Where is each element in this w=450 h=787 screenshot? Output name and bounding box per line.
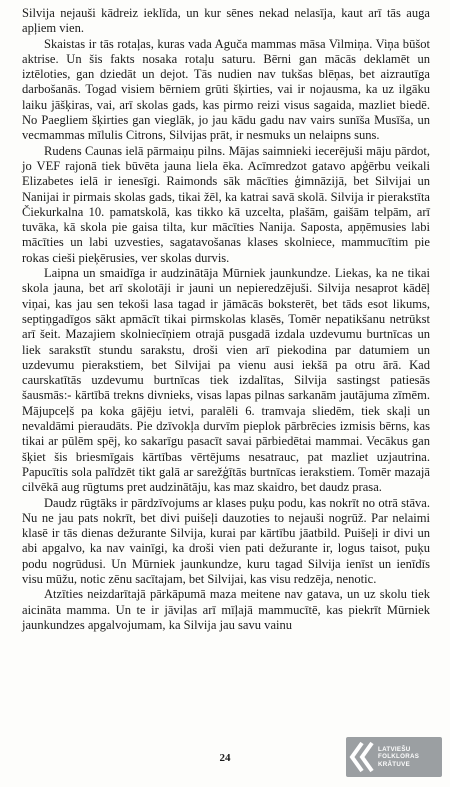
archive-logo-icon — [346, 737, 378, 777]
archive-logo-text — [378, 746, 419, 769]
logo-line-3: KRĀTUVE — [378, 760, 411, 768]
paragraph-4: Laipna un smaidīga ir audzinātāja Mūrniek jaunkundze. Liekas, ka ne tikai skola jauna, bet arī skolotāji ir jauni un nepieredzējuši. Silvija nesaprot kādēļ viņai, kas jau sen tekoši lasa tagad ir jāmācās boksterēt, bet tāds esot likums, septiņgadīgos sākt apmācīt tikai pirmskolas klasēs, Tomēr nepatikšanu netrūkst arī šeit. Mazajiem skolniecīņiem otrajā pusgadā izdala uzdevumu burtnīcas un liek sarakstīt stundu sarakstu, droši vien arī piekodina par datumiem un uzdevumu pierakstiem, bet Silvijai pa vienu ausi iekšā pa otru ārā. Kad caurskatītās uzdevumu burtnīcas tiek izdalītas, Silvija sastingst patiesās šausmās:- kārtībā trekns divnieks, visas lapas pilnas sarkanām jautājuma zīmēm. Mājupceļš pa koka gājēju ietvi, paralēli 6. tramvaja sliedēm, tiek skaļi un nevaldāmi pieraudāts. Pie dzīvokļa durvīm pieplok pārbrēcies izmisis bērns, kas tikai ar pūlēm spēj, ko sakarīgu pasacīt savai pārbiedētai mammai. Vecākus gan šķiet šis briesmīgais kārtības vērtējums nesatrauc, pat mazliet uzjautrina. Papucītis sola palīdzēt tikt galā ar sarežģītās burtnīcas ierakstiem. Tomēr mazajā cilvēkā aug rūgtums pret audzinātāju, kas maz skaidro, bet daudz prasa. — [22, 266, 430, 495]
logo-line-1: LATVIEŠU — [378, 745, 411, 753]
paragraph-6: Atzīties neizdarītajā pārkāpumā maza meitene nav gatava, un uz skolu tiek aicināta mamma. Un te ir jāviļas arī mīļajā mammucītē, kas piekrīt Mūrniek jaunkundzes apgalvojumam, ka Silvija jau savu vainu — [22, 587, 430, 632]
paragraph-3: Rudens Caunas ielā pārmaiņu pilns. Mājas saimnieki iecerējuši māju pārdot, jo VEF rajonā tiek būvēta jauna liela ēka. Acīmredzot gatavo apģērbu veikali Elizabetes ielā ir ienesīgi. Raimonds sāk mācīties ģimnāzijā, bet Silvijai un Nanijai ir pirmais skolas gads, tikai žēl, ka katrai savā skolā. Silvija ir pierakstīta Čiekurkalna 10. pamatskolā, kas tikko kā uzcelta, plašām, gaišām telpām, arī tuvāka, kā skola pie gaisa tilta, kur mācīties Nanija. Saposta, apņēmusies labi mācīties un labi uzvesties, sagatavošanas klases skolniece, mammucītim pie rokas cieši pieķērusies, ver skolas durvis. — [22, 143, 430, 265]
page-number: 24 — [219, 752, 231, 764]
logo-line-2: FOLKLORAS — [378, 753, 420, 761]
paragraph-5: Daudz rūgtāks ir pārdzīvojums ar klases puķu podu, kas nokrīt no otrā stāva. Nu ne jau pats nokrīt, bet divi puišeļi dauzoties to nejauši nogrūž. Par nelaimi klasē ir tās dienas dežurante Silvija, kurai par kārtību jāatbild. Puišeļi ir divi un abi apgalvo, ka nav vainīgi, ka droši vien pati dežurante ir, logus taisot, puķu podu nogrūdusi. Un Mūrniek jaunkundze, kuru tagad Silvija ienīst un ienīdīs visu mūžu, notic zēnu sacītajam, bet Silvijai, kas visu redzēja, nenotic. — [22, 495, 430, 586]
paragraph-1: Silvija nejauši kādreiz ieklīda, un kur sēnes nekad nelasīja, kaut arī tās auga apļiem vien. — [22, 6, 430, 36]
document-page — [22, 6, 430, 633]
archive-logo — [346, 737, 442, 777]
paragraph-2: Skaistas ir tās rotaļas, kuras vada Aguča mammas māsa Vilmiņa. Viņa būšot aktrise. Un šis fakts nosaka rotaļu saturu. Bērni gan mācās deklamēt un iztēloties, gan dziedāt un dejot. Tās nudien nav tukšas blēņas, bet aizrautīga darbošanās. Togad visiem bērniem grūti šķirties, vai ir nojausma, ka uz ilgāku laiku jāšķiras, vai, arī skolas gads, kas pirmo reizi visus sagaida, mazliet biedē. No Paegliem šķirties gan vieglāk, jo jau kādu gadu nav vairs sunīša Musīša, un vecmammas mīlulis Citrons, Silvijas prāt, ir nesmuks un nelaipns suns. — [22, 36, 430, 143]
